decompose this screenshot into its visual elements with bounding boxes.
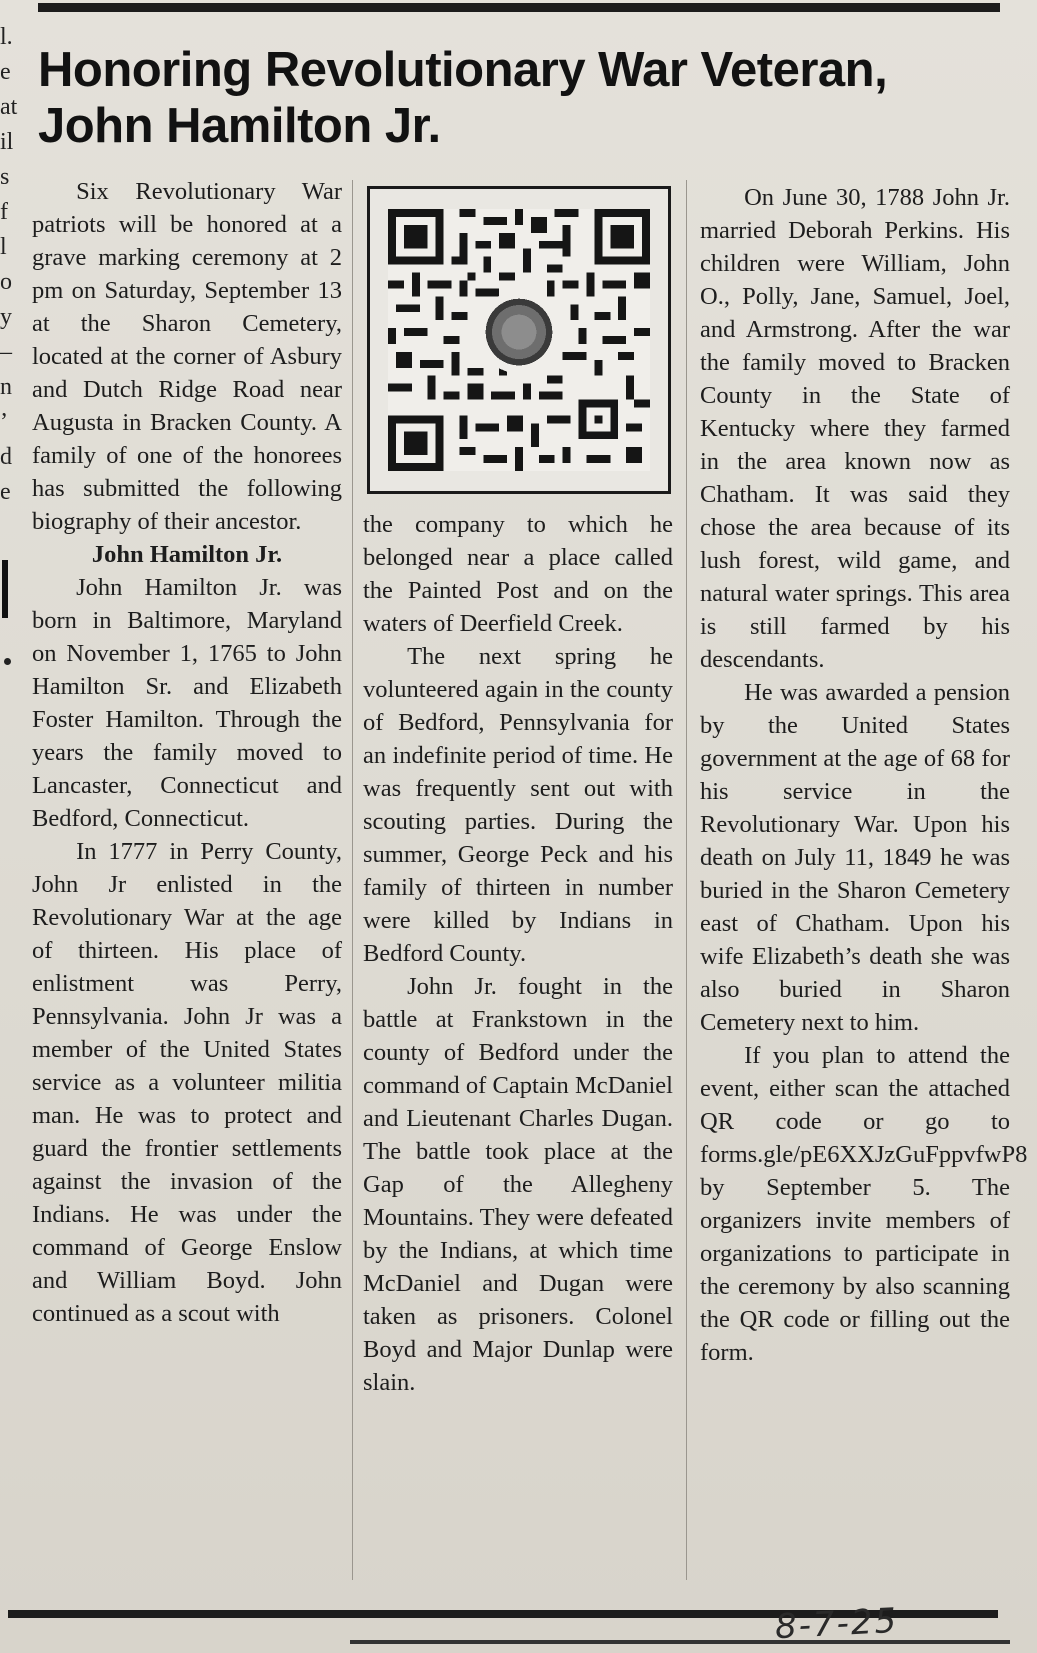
column-divider [352,180,353,1580]
bottom-rule-secondary [350,1640,1010,1644]
article-column-1 [32,175,342,1330]
paragraph: If you plan to attend the event, either scan the attached QR code or go to forms.gle/pE6XXJzGuFppvfwP8 by September 5. The organizers invite members of organizations to participate in the ceremony by also scanning the QR code or filling out the form. [700,1042,1028,1366]
article-column-2 [363,508,673,1399]
fragment-line: n [0,374,12,400]
paragraph: The next spring he volunteered again in the county of Bedford, Pennsylvania for an indefinite period of time. He was frequently sent out with scouting parties. During the summer, George Peck and his family of thirteen in number were killed by Indians in Bedford County. [363,643,673,967]
paragraph: In 1777 in Perry County, John Jr enlisted in the Revolutionary War at the age of thirteen. His place of enlistment was Perry, Pennsylvania. John Jr was a member of the United States service as a volunteer militia man. He was to protect and guard the frontier settlements against the invasion of the Indians. He was under the command of George Enslow and William Boyd. John continued as a scout with [32,838,342,1327]
paragraph: John Hamilton Jr. was born in Baltimore, Maryland on November 1, 1765 to John Hamilton Sr. and Elizabeth Foster Hamilton. Through the years the family moved to Lancaster, Connecticut and Bedford, Connecticut. [32,574,342,832]
handwritten-date: 8-7-25 [774,1600,900,1648]
fragment-line: at [0,94,18,120]
intro-paragraph: Six Revolutionary War patriots will be honored at a grave marking ceremony at 2 pm on Saturday, September 13 at the Sharon Cemetery, located at the corner of Asbury and Dutch Ridge Road near Augusta in Bracken County. A family of one of the honorees has submitted the following biography of their ancestor. [32,178,342,535]
paragraph: the company to which he belonged near a place called the Painted Post and on the waters of Deerfield Creek. [363,511,673,637]
column-divider [686,180,687,1580]
article-column-3 [700,181,1028,1369]
left-column-dot [4,658,11,665]
fragment-line: – [0,339,12,365]
fragment-line: e [0,59,11,85]
fragment-line: d [0,444,12,470]
top-rule [38,3,1000,12]
fragment-line: y [0,304,12,330]
paragraph: John Jr. fought in the battle at Frankstown in the county of Bedford under the command of Captain McDaniel and Lieutenant Charles Dugan. The battle took place at the Gap of the Allegheny Mountains. They were defeated by the Indians, at which time McDaniel and Dugan were taken as prisoners. Colonel Boyd and Major Dunlap were slain. [363,973,673,1396]
qr-code-icon[interactable] [388,207,650,473]
fragment-line: l [0,234,7,260]
fragment-line: il [0,129,14,155]
fragment-line: s [0,164,10,190]
fragment-line: e [0,479,11,505]
headline: Honoring Revolutionary War Veteran, John Hamilton Jr. [38,43,888,153]
fragment-line: f [0,199,8,225]
fragment-line: l. [0,24,13,50]
fragment-line: ’ [0,409,8,435]
left-column-rule [2,560,8,618]
fragment-line: o [0,269,12,295]
qr-code-box[interactable] [367,186,671,494]
paragraph: On June 30, 1788 John Jr. married Deborah Perkins. His children were William, John O., Polly, Jane, Samuel, Joel, and Armstrong. After the war the family moved to Bracken County in the State of Kentucky where they farmed in the area known now as Chatham. It was said they chose the area because of its lush forest, wild game, and natural water springs. This area is still farmed by his descendants. [700,184,1010,673]
section-subhead: John Hamilton Jr. [91,541,283,568]
paragraph: He was awarded a pension by the United States government at the age of 68 for his service in the Revolutionary War. Upon his death on July 11, 1849 he was buried in the Sharon Cemetery east of Chatham. Upon his wife Elizabeth’s death she was also buried in Sharon Cemetery next to him. [700,679,1010,1036]
